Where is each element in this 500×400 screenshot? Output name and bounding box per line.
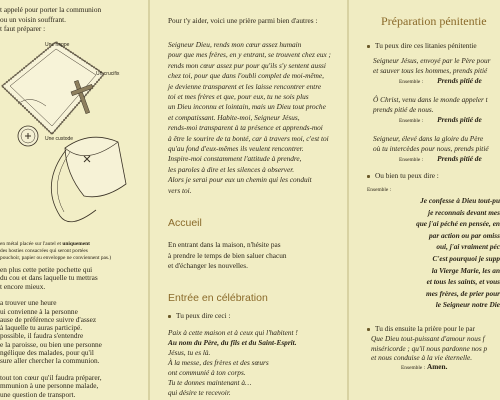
response-text: Prends pitié de [437, 154, 482, 163]
confiteor-bullet: Ou bien tu peux dire : [375, 171, 439, 180]
body-line: en plus cette petite pochette qui [0, 265, 93, 274]
prayer-line: pour que mes frères, en y entrant, se trouvent chez eux ; [168, 50, 331, 60]
entree-line: ont communié à ton corps. [168, 368, 246, 377]
prayer-line: chez toi, pour que dans l'oubli complet de moi-même, [168, 71, 324, 81]
litany-line: prends pitié de nous. [373, 104, 434, 114]
body-line: ngélique des malades, pour qu'il [0, 348, 94, 357]
napkin-caption: Une nappe [45, 42, 70, 48]
response-text: Prends pitié de [437, 115, 482, 124]
body-line: à laquelle tu auras participé. [0, 323, 83, 333]
body-line: a trouver une heure [0, 298, 57, 308]
entree-line: Jésus, tu es là. [168, 348, 211, 357]
confiteor-line: le Seigneur notre Die [435, 300, 500, 310]
entree-line: qui désire te recevoir. [168, 388, 231, 397]
bullet-icon [168, 315, 171, 318]
small-print-line: des hosties consacrées qui seront portées [0, 248, 88, 254]
pyx-caption: Une custode [45, 136, 74, 142]
confiteor-line: la Vierge Marie, les an [431, 265, 500, 275]
response-label: Ensemble : [399, 118, 424, 124]
litany-line: Seigneur, élevé dans la gloire du Père [373, 134, 484, 143]
intro-line: t appelé pour porter la communion [0, 5, 102, 14]
response-text: Prends pitié de [437, 76, 482, 85]
absolution-line: miséricorde ; qu'il nous pardonne nos p [371, 343, 488, 353]
prayer-line: vers toi. [168, 185, 192, 195]
amen-response: Amen. [426, 362, 448, 371]
bullet-icon [367, 45, 370, 48]
right-panel [349, 0, 500, 400]
prayer-line: et compatissant. Habite-moi, Seigneur Jésus, [168, 112, 300, 122]
absolution-line: et nous conduise à la vie éternelle. [371, 353, 473, 362]
body-line: possible, il faudra s'entendre [0, 331, 84, 341]
accueil-line: En entrant dans la maison, n'hésite pas [168, 240, 281, 249]
body-line: sure aller chercher la communion. [0, 356, 100, 366]
entree-line: Au nom du Père, du fils et du Saint-Esprit. [168, 338, 297, 347]
prayer-line: Alors je serai pour eux un chemin qui les conduit [168, 175, 312, 185]
confiteor-ensemble-label: Ensemble : [367, 187, 392, 193]
accueil-heading: Accueil [168, 217, 202, 229]
entree-line: Tu te donnes maintenant à… [168, 378, 252, 387]
entree-line: À la messe, des frères et des sœurs [168, 358, 269, 367]
body-line: t encore mieux. [0, 281, 46, 291]
confiteor-line: mes frères, de prier pour [426, 288, 500, 298]
small-print-line: pouchoir, papier ou enveloppe ne conviennent pas.) [0, 255, 112, 261]
absolution-line: Que Dieu tout-puissant d'amour nous f [371, 334, 485, 343]
body-line: mmunion à une personne malade, [0, 381, 99, 391]
confiteor-line: Je confesse à Dieu tout-pu [420, 196, 500, 205]
prayer-intro: Pour t'y aider, voici une prière parmi bien d'autres : [168, 16, 318, 25]
litany-line: Seigneur Jésus, envoyé par le Père pour [373, 56, 491, 65]
response-label: Ensemble : [399, 79, 424, 85]
prayer-line: Inspire-moi constamment l'attitude à prendre, [168, 154, 302, 164]
intro-line: ou un voisin souffrant. [0, 14, 66, 24]
prayer-line: rends-moi transparent à ta présence et apprends-moi [168, 123, 323, 133]
confiteor-line: que j'ai péché en pensée, en [416, 219, 500, 229]
communion-items-illustration [0, 34, 148, 239]
confiteor-line: je reconnais devant mes [428, 207, 500, 217]
body-line: ause de préférence suivre d'assez [0, 314, 97, 324]
accueil-line: et d'échanger les nouvelles. [168, 261, 248, 270]
body-line: ui convienne à la personne [0, 306, 78, 316]
penitential-heading: Préparation pénitentie [381, 14, 487, 28]
litany-response [399, 154, 482, 165]
response-label: Ensemble : [399, 157, 424, 163]
bullet-icon [367, 328, 370, 331]
litany-line: où tu intercèdes pour nous, prends pitié [373, 143, 489, 153]
pyx-icon [18, 126, 38, 146]
center-panel [150, 0, 347, 400]
prayer-line: qu'au fond d'eux-mêmes ils veulent rencontrer. [168, 144, 304, 153]
prayer-line: toi et mes frères et que, pour eux, tu ne sois plus [168, 92, 309, 101]
litany-response [399, 76, 482, 87]
litany-line: Ô Christ, venu dans le monde appeler t [373, 95, 488, 104]
entree-line: Paix à cette maison et à ceux qui l'habitent ! [168, 328, 298, 337]
emphasis-text: uniquement [62, 241, 90, 247]
litanies-bullet: Tu peux dire ces litanies pénitentie [375, 41, 477, 50]
small-print-line: en métal placée sur l'autel et uniquement [0, 241, 90, 247]
prayer-line: rends mon cœur assez pur pour qu'ils s'y sentent aussi [168, 60, 326, 70]
entree-bullet: Tu peux dire ceci : [176, 311, 231, 320]
bullet-icon [367, 175, 370, 178]
amen-line [401, 362, 447, 373]
entree-heading: Entrée en célébration [168, 292, 268, 304]
confiteor-line: et tous les saints, et vous [426, 277, 500, 287]
pouch-icon [51, 137, 126, 222]
intro-line: t faut préparer : [0, 24, 46, 33]
accueil-line: à prendre le temps de bien saluer chacun [168, 250, 287, 260]
prayer-line: je devienne transparent et les laisse rencontrer entre [168, 81, 322, 91]
confiteor-line: oui, j'ai vraiment péc [436, 242, 500, 252]
absolution-bullet: Tu dis ensuite la prière pour le par [375, 324, 476, 333]
confiteor-line: C'est pourquoi je supp [432, 254, 500, 263]
prayer-line: à être le sourire de ta bonté, car à travers moi, c'est toi [168, 133, 329, 143]
prayer-line: les paroles à dire et les silences à observer. [168, 164, 295, 174]
confiteor-line: par action ou par omiss [429, 230, 500, 240]
prayer-line: un Dieu inconnu et lointain, mais un Dieu tout proche [168, 102, 326, 112]
crucifix-caption: Un crucifix [96, 71, 120, 77]
litany-response [399, 115, 482, 126]
amen-label: Ensemble : [401, 365, 426, 371]
body-line: tout ton cœur qu'il faudra préparer, [0, 372, 102, 382]
body-line: e la paroisse, ou bien une personne [0, 339, 102, 349]
body-line: une question de transport. [0, 389, 76, 399]
left-panel [0, 0, 148, 400]
prayer-line: Seigneur Dieu, rends mon cœur assez humain [168, 40, 302, 49]
body-line: du cou et dans laquelle tu mettras [0, 273, 98, 283]
litany-line: et sauver tous les hommes, prends pitié [373, 65, 488, 75]
